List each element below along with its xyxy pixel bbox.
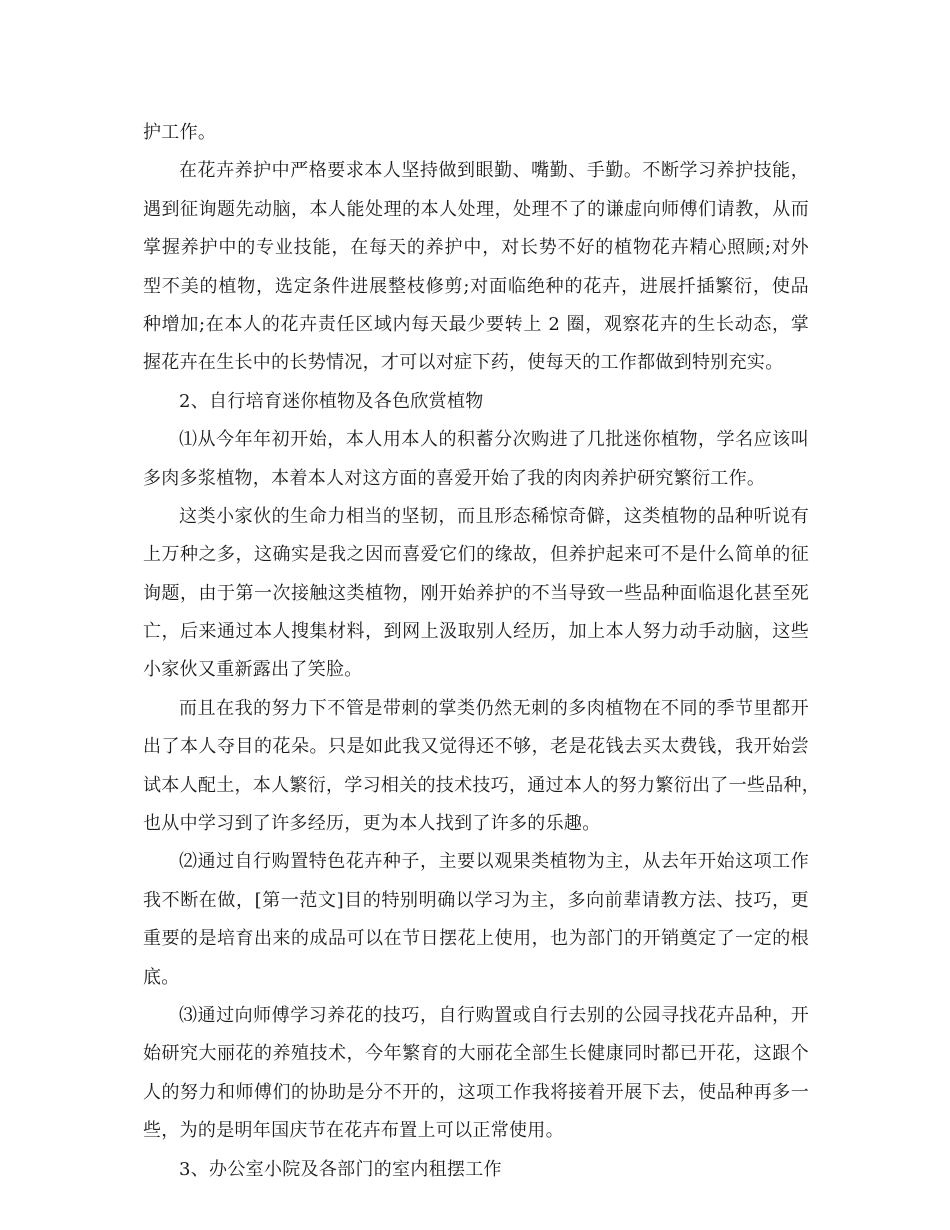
- text-line: 多肉多浆植物，本着本人对这方面的喜爱开始了我的肉肉养护研究繁衍工作。: [143, 467, 766, 489]
- text-line: 也从中学习到了许多经历，更为本人找到了许多的乐趣。: [143, 813, 601, 835]
- document-body: [143, 114, 821, 1189]
- text-line: 我不断在做，[第一范文]目的特别明确以学习为主，多向前辈请教方法、技巧，更: [143, 889, 809, 911]
- text-line: 遇到征询题先动脑，本人能处理的本人处理，处理不了的谦虚向师傅们请教，从而: [143, 198, 809, 220]
- text-line: 种增加;在本人的花卉责任区域内每天最少要转上 2 圈，观察花卉的生长动态，掌: [143, 313, 809, 335]
- text-line: 小家伙又重新露出了笑脸。: [143, 659, 363, 681]
- text-line: ⑴从今年年初开始，本人用本人的积蓄分次购进了几批迷你植物，学名应该叫: [179, 429, 809, 451]
- text-line: 询题，由于第一次接触这类植物，刚开始养护的不当导致一些品种面临退化甚至死: [143, 582, 809, 604]
- text-line: 型不美的植物，选定条件进展整枝修剪;对面临绝种的花卉，进展扦插繁衍，使品: [143, 275, 809, 297]
- text-line: 始研究大丽花的养殖技术，今年繁育的大丽花全部生长健康同时都已开花，这跟个: [143, 1043, 809, 1065]
- text-line: 些，为的是明年国庆节在花卉布置上可以正常使用。: [143, 1120, 564, 1142]
- text-line: 2、自行培育迷你植物及各色欣赏植物: [179, 390, 484, 412]
- text-line: 亡，后来通过本人搜集材料，到网上汲取别人经历，加上本人努力动手动脑，这些: [143, 621, 809, 643]
- text-line: 而且在我的努力下不管是带刺的掌类仍然无刺的多肉植物在不同的季节里都开: [179, 697, 809, 719]
- text-line: 上万种之多，这确实是我之因而喜爱它们的缘故，但养护起来可不是什么简单的征: [143, 544, 809, 566]
- text-line: 出了本人夺目的花朵。只是如此我又觉得还不够，老是花钱去买太费钱，我开始尝: [143, 736, 809, 758]
- text-line: 护工作。: [143, 122, 217, 143]
- text-line: ⑶通过向师傅学习养花的技巧，自行购置或自行去别的公园寻找花卉品种，开: [179, 1004, 809, 1026]
- text-line: ⑵通过自行购置特色花卉种子，主要以观果类植物为主，从去年开始这项工作: [179, 851, 809, 873]
- text-line: 握花卉在生长中的长势情况，才可以对症下药，使每天的工作都做到特别充实。: [143, 352, 784, 374]
- text-line: 重要的是培育出来的成品可以在节日摆花上使用，也为部门的开销奠定了一定的根: [143, 928, 809, 950]
- text-line: 在花卉养护中严格要求本人坚持做到眼勤、嘴勤、手勤。不断学习养护技能，: [179, 160, 809, 182]
- text-line: 人的努力和师傅们的协助是分不开的，这项工作我将接着开展下去，使品种再多一: [143, 1081, 809, 1103]
- text-line: 试本人配土，本人繁衍，学习相关的技术技巧，通过本人的努力繁衍出了一些品种，: [143, 774, 821, 796]
- text-line: 这类小家伙的生命力相当的坚韧，而且形态稀惊奇僻，这类植物的品种听说有: [179, 505, 809, 527]
- text-line: 掌握养护中的专业技能，在每天的养护中，对长势不好的植物花卉精心照顾;对外: [143, 237, 809, 259]
- text-line: 3、办公室小院及各部门的室内租摆工作: [179, 1158, 502, 1180]
- text-line: 底。: [143, 966, 180, 988]
